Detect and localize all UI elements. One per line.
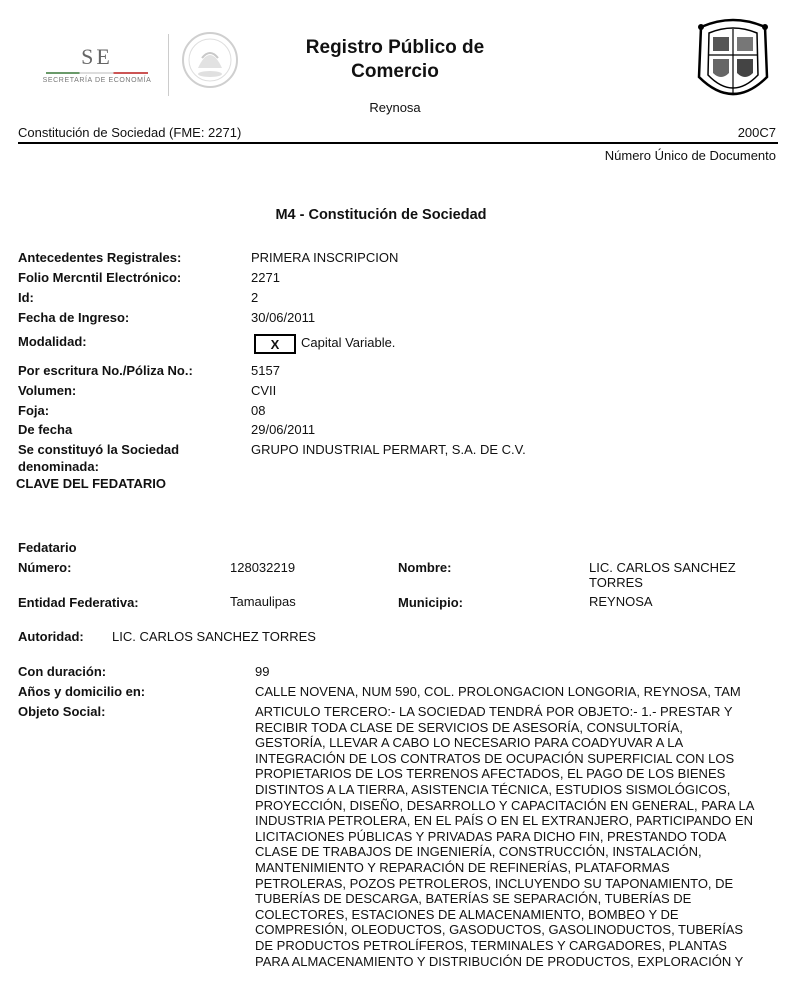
fecha-ingreso-label: Fecha de Ingreso: [18, 310, 130, 325]
objeto-line: COLECTORES, ESTACIONES DE ALMACENAMIENTO, BOMBEO Y DE [255, 906, 679, 922]
objeto-line: COMPRESIÓN, OLEODUCTOS, GASODUCTOS, GASOLINODUCTOS, TUBERÍAS [255, 922, 744, 938]
id-value: 2 [251, 290, 259, 305]
se-logo-letters: SE [81, 44, 113, 69]
escritura-value: 5157 [251, 363, 280, 378]
objeto-line: INTEGRACIÓN DE LOS CONTRATOS DE OCUPACIÓN SUPERFICIAL CON LOS [255, 750, 735, 766]
autoridad-label: Autoridad: [18, 629, 84, 644]
numero-label: Número: [18, 560, 72, 575]
modalidad-value: Capital Variable. [301, 335, 396, 350]
nombre-value-line-2: TORRES [589, 575, 643, 590]
sociedad-label-line-2: denominada: [18, 459, 99, 474]
clave-fedatario-heading: CLAVE DEL FEDATARIO [16, 476, 166, 491]
tamaulipas-coat-of-arms-icon [693, 15, 773, 107]
antecedentes-value: PRIMERA INSCRIPCION [251, 250, 399, 265]
document-code: 200C7 [737, 125, 776, 140]
folio-label: Folio Mercntil Electrónico: [18, 270, 182, 285]
objeto-line: CLASE DE TRABAJOS DE INGENIERÍA, CONSTRUCCIÓN, INSTALACIÓN, [255, 844, 702, 860]
duracion-value: 99 [255, 664, 270, 679]
objeto-line: MANTENIMIENTO Y REPARACIÓN DE REFINERÍAS, PLATAFORMAS [255, 859, 670, 875]
objeto-social-label: Objeto Social: [18, 704, 106, 719]
nombre-label: Nombre: [398, 560, 452, 575]
sociedad-value: GRUPO INDUSTRIAL PERMART, S.A. DE C.V. [251, 442, 526, 457]
foja-value: 08 [251, 403, 266, 418]
objeto-line: INDUSTRIA PETROLERA, EN EL PAÍS O EN EL EXTRANJERO, PARTICIPANDO EN [255, 813, 753, 829]
municipio-value: REYNOSA [589, 594, 653, 609]
objeto-line: RECIBIR TODA CLASE DE SERVICIOS DE ASESORÍA, CONSULTORÍA, [255, 719, 683, 735]
mexico-seal-icon [180, 28, 240, 92]
se-logo-name: SECRETARÍA DE ECONOMÍA [42, 77, 152, 84]
fecha-ingreso-value: 30/06/2011 [251, 310, 316, 325]
objeto-line: LICITACIONES PÚBLICAS Y PRIVADAS PARA DICHO FIN, PRESTANDO TODA [255, 828, 727, 844]
secretaria-economia-logo [42, 44, 152, 84]
registry-city: Reynosa [369, 100, 421, 115]
unique-document-number-label: Número Único de Documento [604, 148, 776, 163]
domicilio-value: CALLE NOVENA, NUM 590, COL. PROLONGACION LONGORIA, REYNOSA, TAM [255, 684, 741, 699]
numero-value: 128032219 [230, 560, 296, 575]
volumen-value: CVII [251, 383, 277, 398]
objeto-line: PETROLERAS, POZOS PETROLEROS, INCLUYENDO SU TAPONAMIENTO, DE [255, 875, 734, 891]
document-reference: Constitución de Sociedad (FME: 2271) [18, 125, 242, 140]
foja-label: Foja: [18, 403, 50, 418]
sociedad-label-line-1: Se constituyó la Sociedad [18, 442, 180, 457]
duracion-label: Con duración: [18, 664, 107, 679]
objeto-social-text [255, 704, 775, 969]
objeto-line: GESTORÍA, LLEVAR A CABO LO NECESARIO PARA COADYUVAR A LA [255, 735, 684, 751]
autoridad-value: LIC. CARLOS SANCHEZ TORRES [112, 629, 316, 644]
folio-value: 2271 [251, 270, 280, 285]
objeto-line: TUBERÍAS DE DESCARGA, BATERÍAS SE SEPARACIÓN, TUBERÍAS DE [255, 891, 692, 907]
entidad-value: Tamaulipas [230, 594, 296, 609]
header-divider [18, 142, 778, 144]
modalidad-label: Modalidad: [18, 334, 87, 349]
de-fecha-value: 29/06/2011 [251, 422, 316, 437]
municipio-label: Municipio: [398, 595, 463, 610]
fedatario-heading: Fedatario [18, 540, 77, 555]
section-title: M4 - Constitución de Sociedad [275, 207, 487, 223]
registry-title: Registro Público de Comercio [305, 37, 485, 82]
objeto-line: PROYECCIÓN, DISEÑO, DESARROLLO Y CAPACITACIÓN EN GENERAL, PARA LA [255, 797, 755, 813]
objeto-line: ARTICULO TERCERO:- LA SOCIEDAD TENDRÁ POR OBJETO:- 1.- PRESTAR Y [255, 704, 733, 719]
objeto-line: PROPIETARIOS DE LOS TERRENOS AFECTADOS, EL PAGO DE LOS BIENES [255, 766, 726, 782]
nombre-value-line-1: LIC. CARLOS SANCHEZ [589, 560, 736, 575]
se-logo-stripe [46, 72, 148, 74]
id-label: Id: [18, 290, 34, 305]
volumen-label: Volumen: [18, 383, 77, 398]
logo-divider [168, 34, 169, 96]
escritura-label: Por escritura No./Póliza No.: [18, 363, 193, 378]
objeto-line: DE PRODUCTOS PETROLÍFEROS, TERMINALES Y CARGADORES, PLANTAS [255, 937, 727, 953]
objeto-line: PARA ALMACENAMIENTO Y DISTRIBUCIÓN DE PRODUCTOS, EXPLORACIÓN Y [255, 953, 744, 969]
objeto-line: DISTINTOS A LA TIERRA, ASISTENCIA TÉCNICA, ESTUDIOS SISMOLÓGICOS, [255, 781, 731, 797]
domicilio-label: Años y domicilio en: [18, 684, 146, 699]
antecedentes-label: Antecedentes Registrales: [18, 250, 182, 265]
entidad-label: Entidad Federativa: [18, 595, 139, 610]
de-fecha-label: De fecha [18, 422, 73, 437]
modalidad-checkbox: X [254, 334, 296, 354]
